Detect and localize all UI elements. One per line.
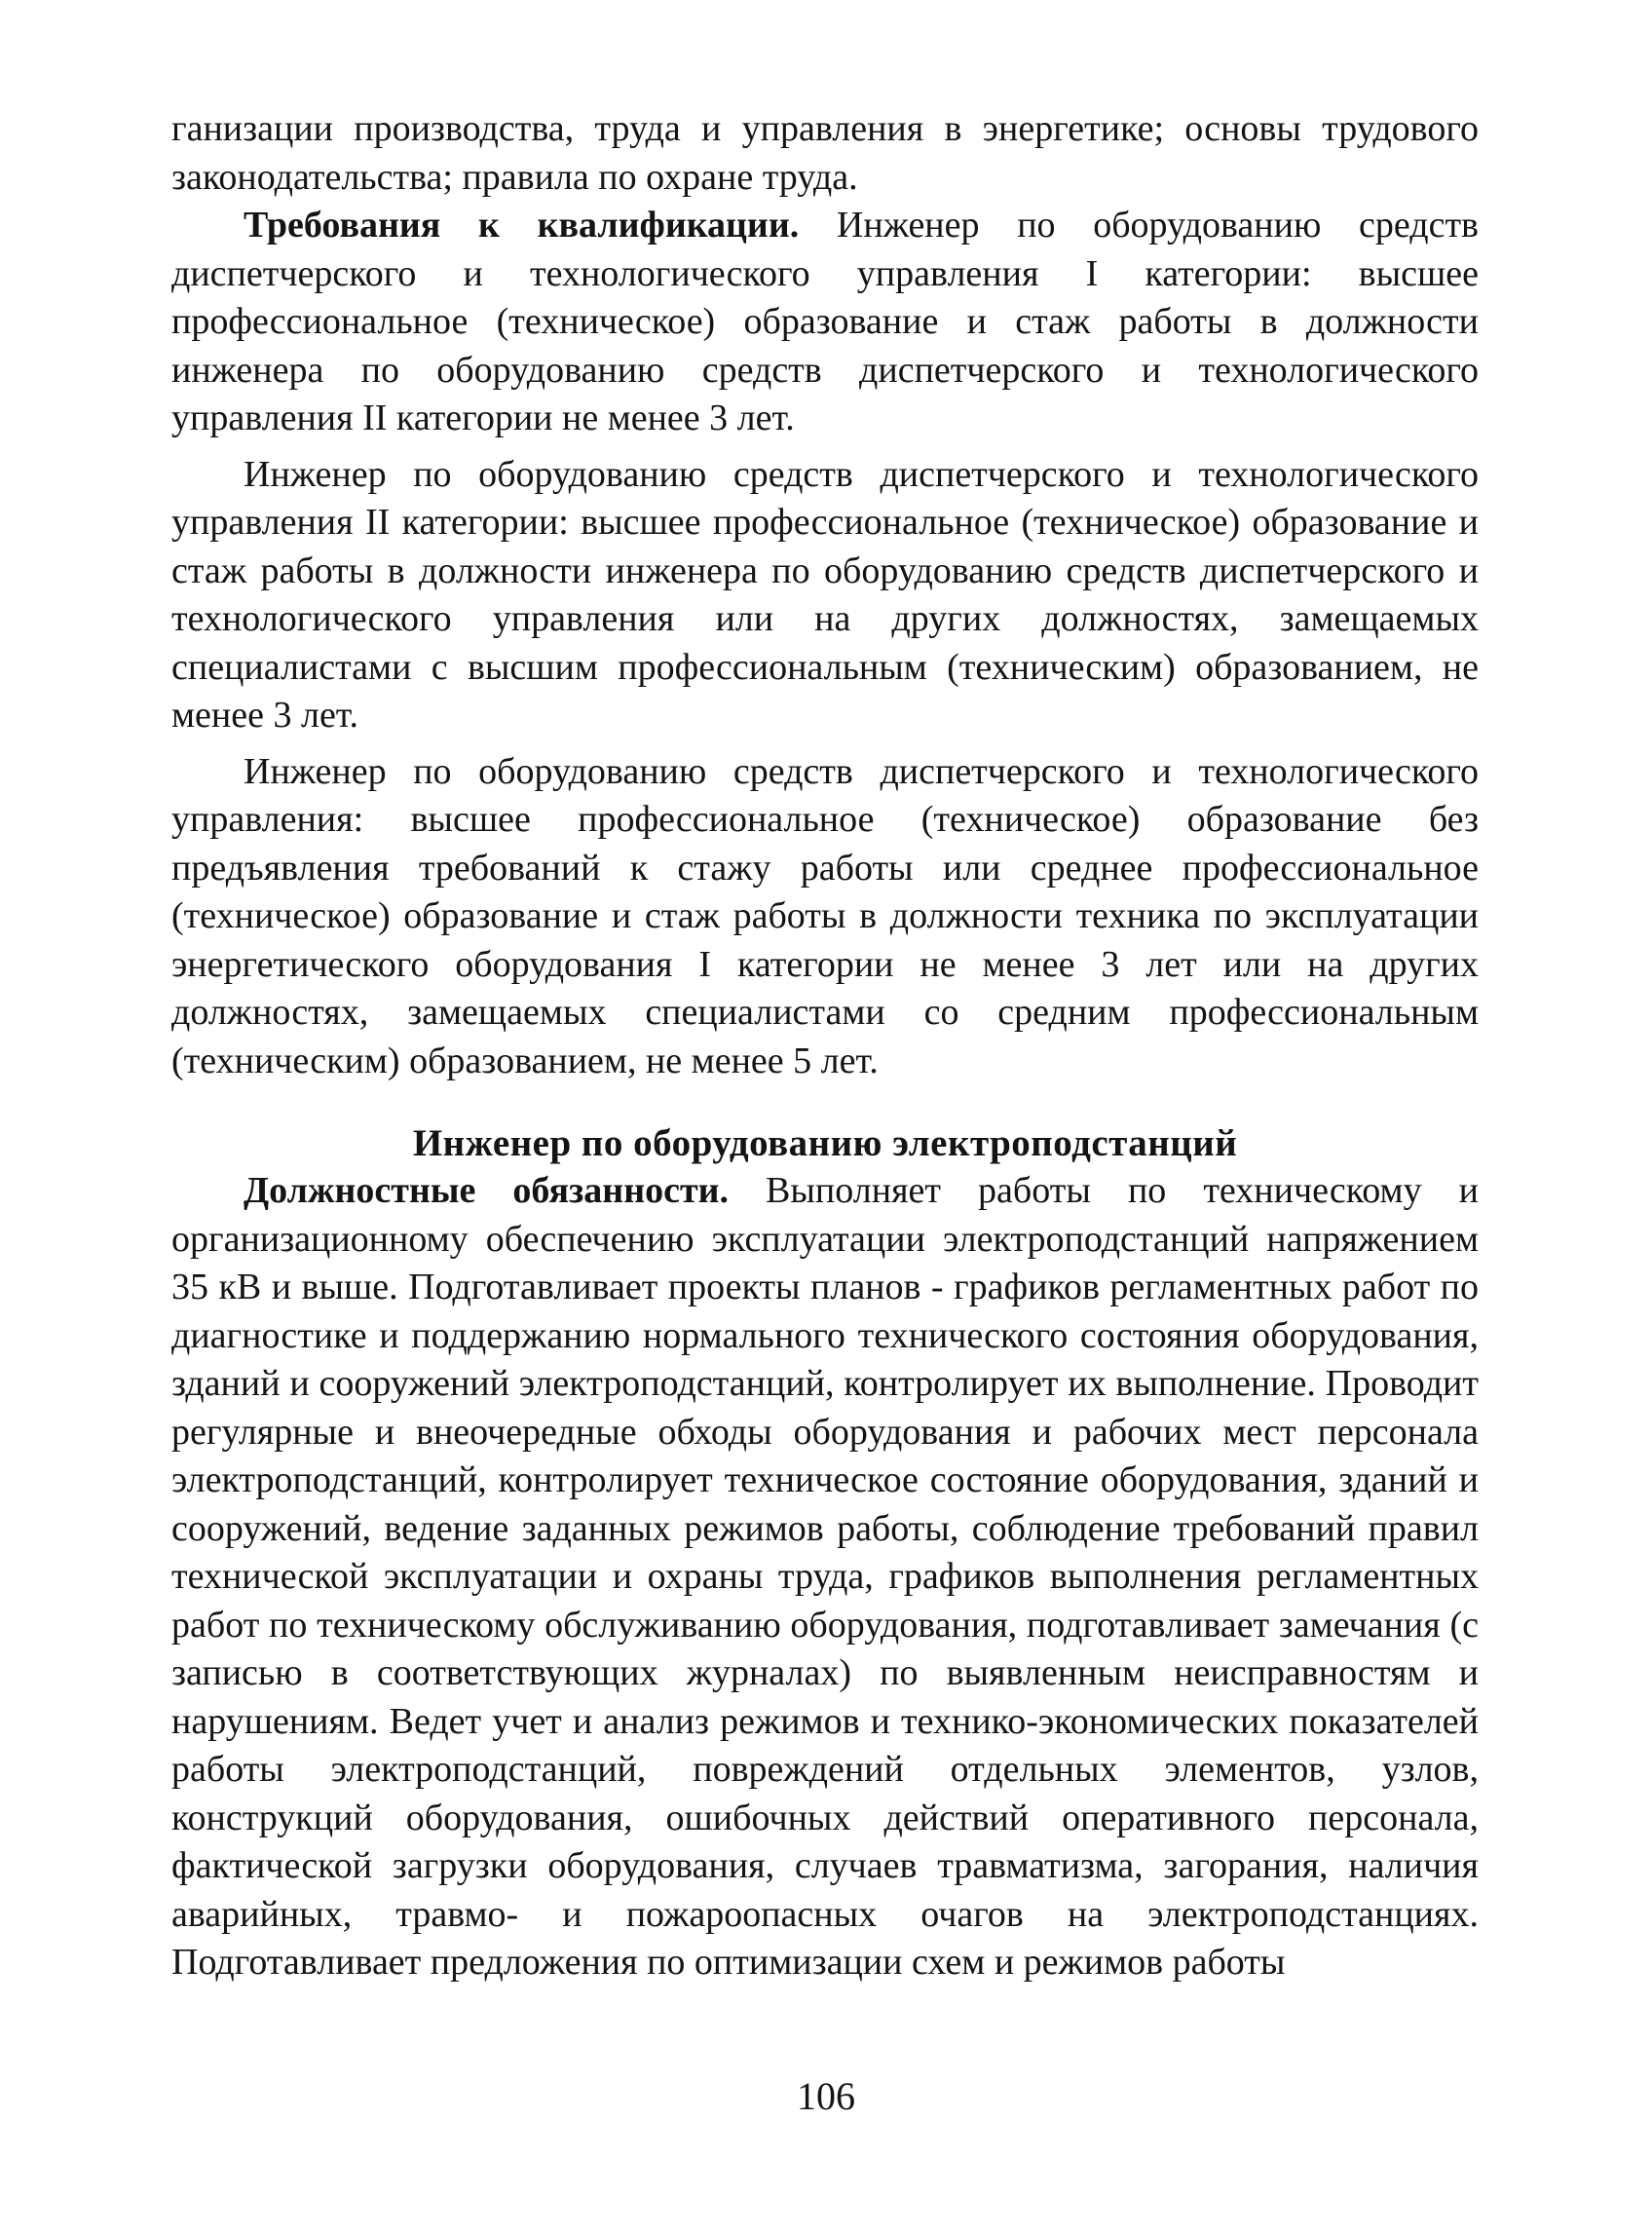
paragraph-text: Инженер по оборудованию средств диспетчерского и технологического управления I категории: высшее профессиональное (техническое) образование и стаж работы в должности инженера по оборудованию средств диспетчерского и технологического управления II категории не менее 3 лет. (171, 205, 1480, 438)
page-number: 106 (797, 2074, 855, 2118)
paragraph-text: Инженер по оборудованию средств диспетчерского и технологического управления II категории: высшее профессиональное (техническое) образование и стаж работы в должности инженера по оборудованию средств диспетчерского и технологического управления или на других должностях, замещаемых специалистами с высшим профессиональным (техническим) образованием, не менее 3 лет. (171, 453, 1479, 736)
paragraph-continuation (171, 105, 1479, 202)
document-page (171, 105, 1479, 1987)
run-in-heading: Должностные обязанности. (244, 1170, 730, 1211)
paragraph-text: Выполняет работы по техническому и организационному обеспечению эксплуатации электроподстанций напряжением 35 кВ и выше. Подготавливает проекты планов - графиков регламентных работ по диагностике и поддержанию нормального технического состояния оборудования, зданий и сооружений электроподстанций, контролирует их выполнение. Проводит регулярные и внеочередные обходы оборудования и рабочих мест персонала электроподстанций, контролирует техническое состояние оборудования, зданий и сооружений, ведение заданных режимов работы, соблюдение требований правил технической эксплуатации и охраны труда, графиков выполнения регламентных работ по техническому обслуживанию оборудования, подготавливает замечания (с записью в соответствующих журналах) по выявленным неисправностям и нарушениям. Ведет учет и анализ режимов и технико-экономических показателей работы электроподстанций, повреждений отдельных элементов, узлов, конструкций оборудования, ошибочных действий оперативного персонала, фактической загрузки оборудования, случаев травматизма, загорания, наличия аварийных, травмо- и пожароопасных очагов на электроподстанциях. Подготавливает предложения по оптимизации схем и режимов работы (171, 1170, 1479, 1983)
paragraph-job-duties (171, 1167, 1479, 1987)
section-heading: Инженер по оборудованию электроподстанций (412, 1122, 1238, 1164)
paragraph-text: Инженер по оборудованию средств диспетчерского и технологического управления: высшее профессиональное (техническое) образование без предъявления требований к стажу работы или среднее профессиональное (техническое) образование и стаж работы в должности техника по эксплуатации энергетического оборудования I категории не менее 3 лет или на других должностях, замещаемых специалистами со средним профессиональным (техническим) образованием, не менее 5 лет. (171, 750, 1479, 1081)
paragraph-no-category (171, 748, 1479, 1086)
paragraph-text: ганизации производства, труда и управления в энергетике; основы трудового законодательства; правила по охране труда. (171, 108, 1479, 198)
paragraph-category-2 (171, 451, 1479, 740)
paragraph-qualification-requirements (171, 202, 1479, 443)
run-in-heading: Требования к квалификации. (244, 205, 800, 246)
